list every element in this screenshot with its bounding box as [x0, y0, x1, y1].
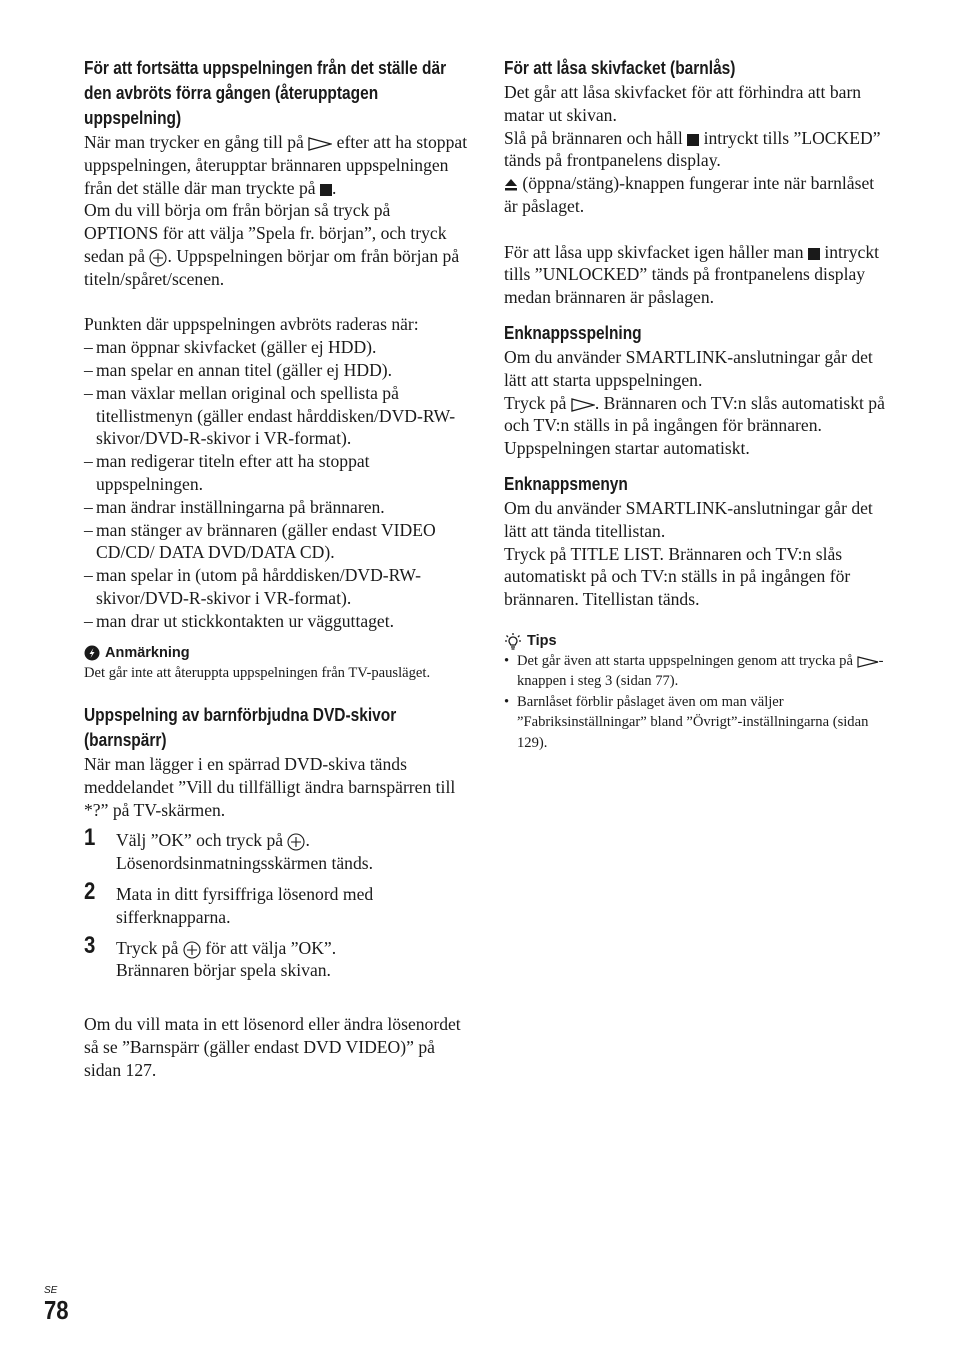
- list-item: • Barnlåset förblir påslaget även om man väljer ”Fabriksinställningar” bland ”Övrigt”-inställningarna (sidan 129).: [504, 692, 890, 754]
- parental-heading: Uppspelning av barnförbjudna DVD-skivor (barnspärr): [84, 705, 397, 751]
- stop-icon: [687, 134, 699, 146]
- enter-icon: [287, 833, 305, 851]
- note-text: Det går inte att återuppta uppspelningen från TV-pausläget.: [84, 664, 431, 681]
- tips-header: [504, 631, 890, 651]
- enter-icon: [149, 249, 167, 267]
- onetouch-play-paragraph-2: Tryck på . Brännaren och TV:n slås automatiskt på och TV:n ställs in på ingången för brännaren. Uppspelningen startar automatiskt.: [504, 392, 885, 459]
- onetouch-play-paragraph-1: Om du använder SMARTLINK-anslutningar går det lätt att starta uppspelningen.: [504, 346, 873, 390]
- step-2: 2 Mata in ditt fyrsiffriga lösenord med sifferknapparna.: [84, 878, 374, 927]
- left-column: [84, 56, 468, 1081]
- list-item: – man stänger av brännaren (gäller endast VIDEO CD/CD/ DATA DVD/DATA CD).: [84, 519, 468, 565]
- tips-list: [504, 651, 890, 754]
- resume-heading: För att fortsätta uppspelningen från det ställe där den avbröts förra gången (återupptagen uppspelning): [84, 58, 447, 128]
- lock-paragraph-4: För att låsa upp skivfacket igen håller man intryckt tills ”UNLOCKED” tänds på frontpanelens display medan brännaren är påslagen.: [504, 241, 880, 308]
- step-3: 3 Tryck på för att välja ”OK”. Brännaren börjar spela skivan.: [84, 931, 337, 981]
- tips-label: Tips: [527, 632, 557, 649]
- list-item: – man spelar in (utom på hårddisken/DVD-RW-skivor/DVD-R-skivor i VR-format).: [84, 564, 468, 610]
- lock-paragraph-2: Slå på brännaren och håll intryckt tills ”LOCKED” tänds på frontpanelens display.: [504, 127, 881, 171]
- resume-paragraph-2: Om du vill börja om från början så tryck på OPTIONS för att välja ”Spela fr. början”, och tryck sedan på . Uppspelningen börjar om från början på titeln/spåret/scenen.: [84, 200, 460, 289]
- list-item: – man växlar mellan original och spellista på titellistmenyn (gäller endast hårddisken/DVD-RW-skivor/DVD-R-skivor i VR-format).: [84, 382, 468, 450]
- play-icon: [308, 137, 332, 151]
- lock-paragraph-1: Det går att låsa skivfacket för att förhindra att barn matar ut skivan.: [504, 82, 862, 125]
- parental-outro: Om du vill mata in ett lösenord eller ändra lösenordet så se ”Barnspärr (gäller endast DVD VIDEO)” på sidan 127.: [84, 1014, 461, 1080]
- list-item: • Det går även att starta uppspelningen genom att trycka på -knappen i steg 3 (sidan 77).: [504, 651, 890, 692]
- language-code: SE: [44, 1285, 58, 1296]
- note-header: [84, 643, 468, 663]
- resume-paragraph-1: När man trycker en gång till på efter att ha stoppat uppspelningen, återupptar brännaren uppspelningen från det ställe där man tryckte på .: [84, 132, 468, 198]
- lock-paragraph-3: (öppna/stäng)-knappen fungerar inte när barnlåset är påslaget.: [504, 173, 875, 216]
- step-1: 1 Välj ”OK” och tryck på . Lösenordsinmatningsskärmen tänds.: [84, 824, 374, 874]
- eject-icon: [504, 178, 518, 192]
- step-number: 1: [84, 824, 96, 852]
- page-number: 78: [44, 1295, 69, 1325]
- list-item: – man öppnar skivfacket (gäller ej HDD).: [84, 336, 468, 359]
- step-number: 3: [84, 931, 96, 959]
- note-label: Anmärkning: [105, 644, 190, 661]
- lock-heading: För att låsa skivfacket (barnlås): [504, 58, 736, 78]
- play-icon: [571, 398, 595, 412]
- note-icon: [84, 645, 100, 661]
- parental-steps: [84, 824, 468, 982]
- play-icon: [857, 656, 879, 668]
- stop-icon: [808, 248, 820, 260]
- list-item: – man ändrar inställningarna på brännaren.: [84, 496, 468, 519]
- onetouch-play-heading: Enknappsspelning: [504, 322, 642, 343]
- list-item: – man redigerar titeln efter att ha stoppat uppspelningen.: [84, 450, 468, 496]
- enter-icon: [183, 941, 201, 959]
- list-item: – man spelar en annan titel (gäller ej HDD).: [84, 359, 468, 382]
- stop-icon: [320, 184, 332, 196]
- parental-intro: När man lägger i en spärrad DVD-skiva tänds meddelandet ”Vill du tillfälligt ändra barnspärren till *?” på TV-skärmen.: [84, 754, 456, 820]
- list-item: – man drar ut stickkontakten ur vägguttaget.: [84, 610, 468, 633]
- step-number: 2: [84, 878, 96, 906]
- onetouch-menu-paragraph-1: Om du använder SMARTLINK-anslutningar går det lätt att tända titellistan.: [504, 497, 873, 541]
- resume-paragraph-3: Punkten där uppspelningen avbröts raderas när:: [84, 314, 419, 335]
- page-footer: [44, 1285, 73, 1323]
- onetouch-menu-paragraph-2: Tryck på TITLE LIST. Brännaren och TV:n slås automatiskt på och TV:n ställs in på ingången för brännaren. Titellistan tänds.: [504, 543, 851, 610]
- resume-cleared-list: [84, 336, 468, 632]
- right-column: [504, 56, 890, 753]
- onetouch-menu-heading: Enknappsmenyn: [504, 473, 628, 494]
- tips-icon: [504, 632, 522, 650]
